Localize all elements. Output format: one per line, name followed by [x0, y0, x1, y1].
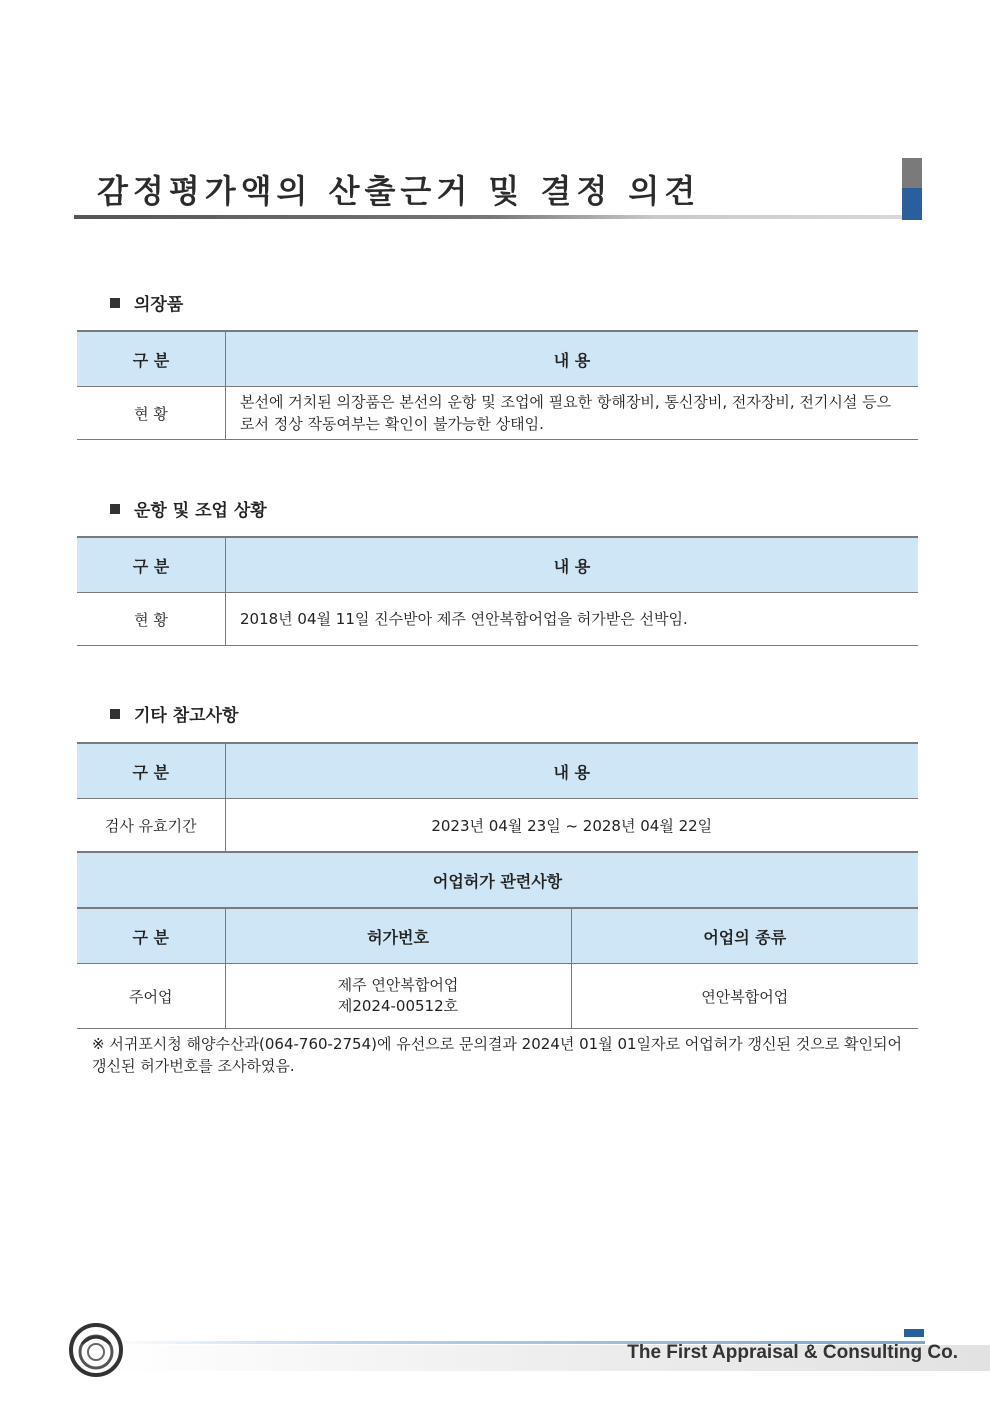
header-content: 내 용	[226, 537, 919, 593]
row-content: 2018년 04월 11일 진수받아 제주 연안복합어업을 허가받은 선박임.	[226, 593, 919, 646]
license-row-label: 주어업	[77, 964, 225, 1029]
header-content: 내 용	[225, 743, 918, 799]
other-reference-table	[77, 742, 918, 1029]
license-header-permit: 허가번호	[225, 908, 571, 964]
license-header-row	[77, 908, 918, 964]
square-bullet-icon	[110, 504, 120, 514]
equipment-table	[77, 330, 918, 440]
header-category: 구 분	[77, 331, 226, 387]
license-title: 어업허가 관련사항	[77, 852, 918, 908]
company-logo-icon	[68, 1322, 124, 1378]
operation-table	[77, 536, 918, 646]
table-row	[77, 593, 918, 646]
license-header-category: 구 분	[77, 908, 225, 964]
row-content: 본선에 거치된 의장품은 본선의 운항 및 조업에 필요한 항해장비, 통신장비, 전자장비, 전기시설 등으로서 정상 작동여부는 확인이 불가능한 상태임.	[226, 387, 919, 440]
table-header-row	[77, 743, 918, 799]
footnote: ※ 서귀포시청 해양수산과(064-760-2754)에 유선으로 문의결과 2024년 01월 01일자로 어업허가 갱신된 것으로 확인되어 갱신된 허가번호를 조사하였음.	[92, 1035, 902, 1075]
table-row	[77, 964, 918, 1029]
page-title: 감정평가액의 산출근거 및 결정 의견	[97, 172, 701, 210]
square-bullet-icon	[110, 298, 120, 308]
permit-line-1: 제주 연안복합어업	[337, 976, 459, 994]
license-title-row	[77, 852, 918, 908]
header-content: 내 용	[226, 331, 919, 387]
table-row	[77, 387, 918, 440]
header-category: 구 분	[77, 743, 225, 799]
row-label: 현 황	[77, 593, 226, 646]
section-heading-operation: 운항 및 조업 상황	[110, 496, 267, 521]
footer-accent-block	[904, 1329, 924, 1337]
footer-company-name: The First Appraisal & Consulting Co.	[627, 1342, 958, 1363]
table-header-row	[77, 537, 918, 593]
square-bullet-icon	[110, 709, 120, 719]
title-rule	[74, 215, 904, 219]
table-row	[77, 799, 918, 853]
section-heading-other: 기타 참고사항	[110, 701, 238, 726]
table-header-row	[77, 331, 918, 387]
license-header-type: 어업의 종류	[571, 908, 918, 964]
row-label: 검사 유효기간	[77, 799, 225, 853]
section-heading-equipment: 의장품	[110, 290, 183, 315]
title-accent-block	[902, 158, 922, 220]
row-label: 현 황	[77, 387, 226, 440]
license-permit-cell	[225, 964, 571, 1029]
permit-line-2: 제2024-00512호	[337, 997, 459, 1015]
header-category: 구 분	[77, 537, 226, 593]
license-type-cell: 연안복합어업	[571, 964, 918, 1029]
row-content: 2023년 04월 23일 ~ 2028년 04월 22일	[225, 799, 918, 853]
